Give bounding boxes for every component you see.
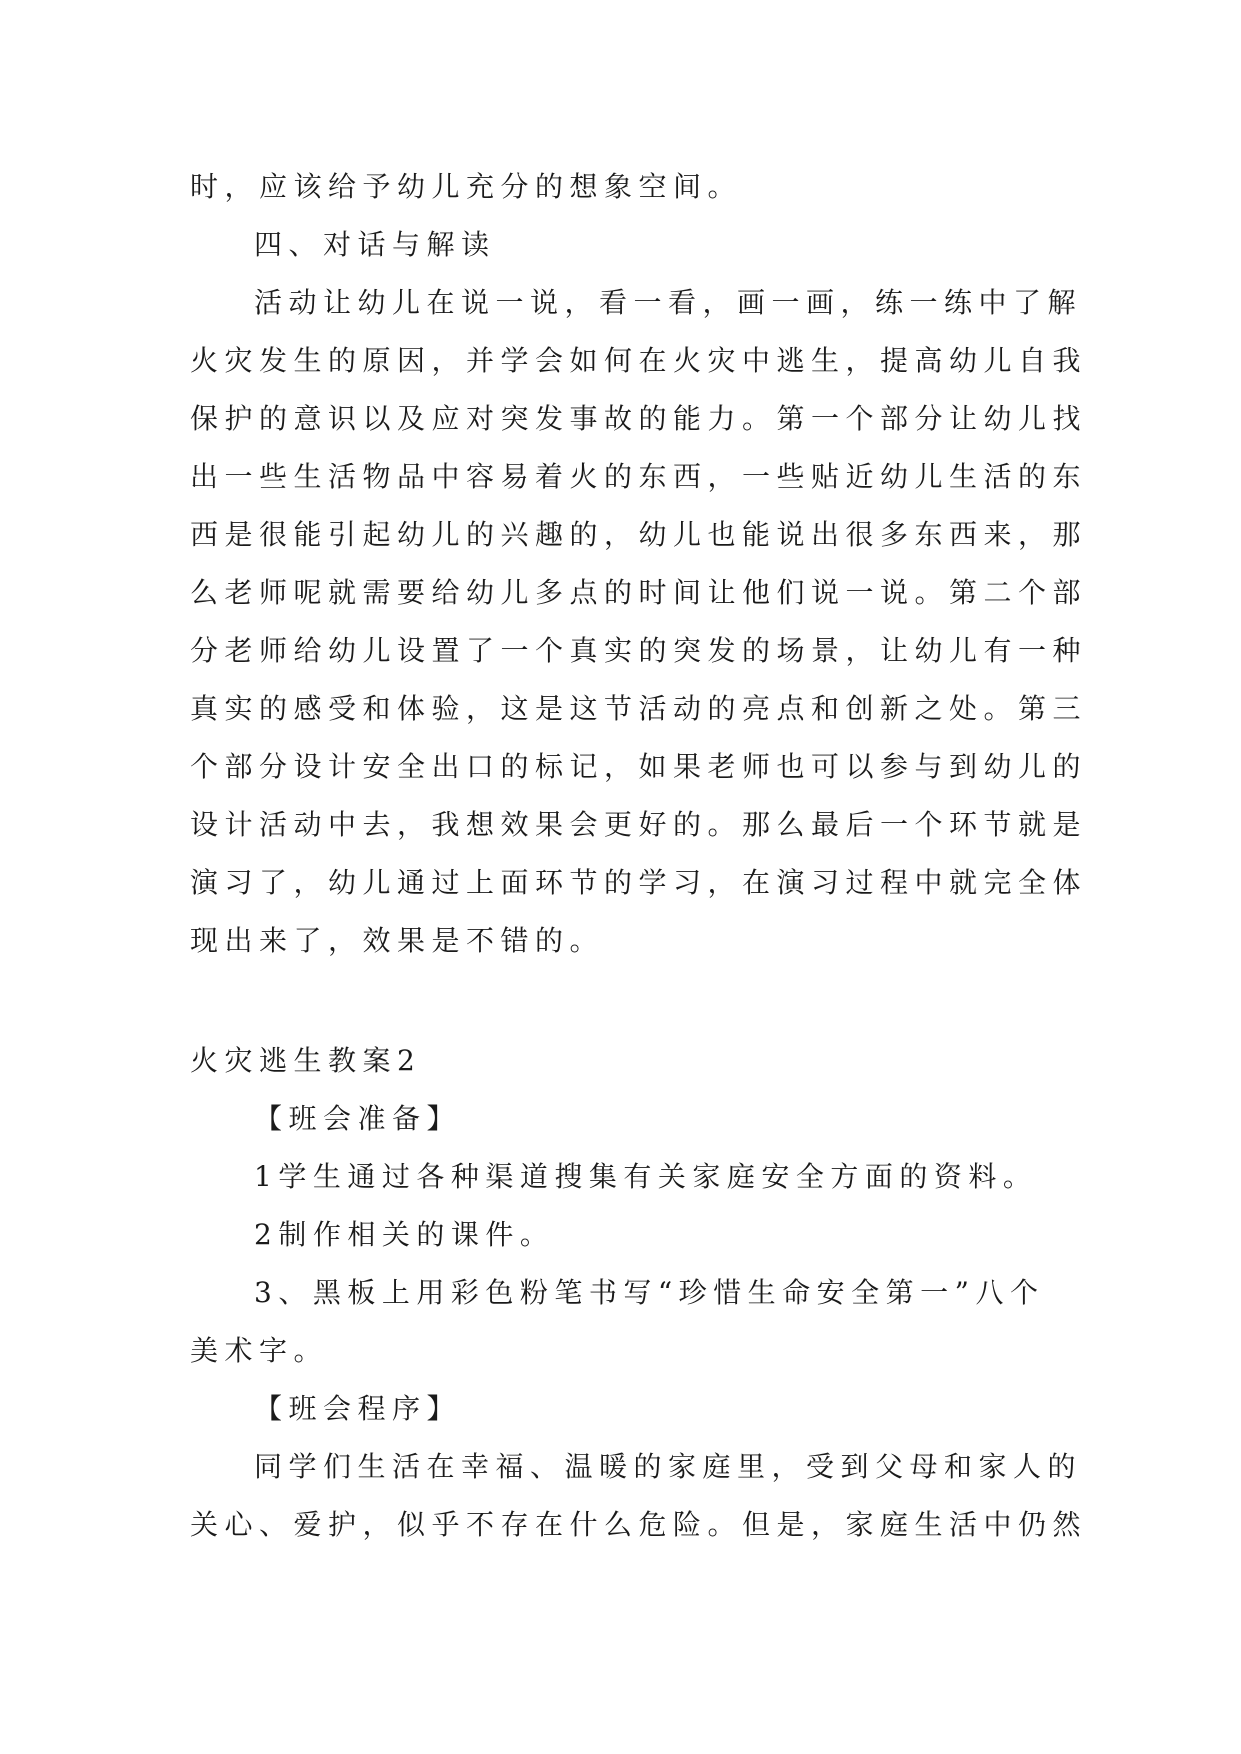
- paragraph-line: 个部分设计安全出口的标记，如果老师也可以参与到幼儿的: [190, 750, 1088, 783]
- list-item: 1学生通过各种渠道搜集有关家庭安全方面的资料。: [254, 1160, 1038, 1193]
- section-heading: 【班会程序】: [254, 1392, 462, 1425]
- paragraph-line: 演习了，幼儿通过上面环节的学习，在演习过程中就完全体: [190, 866, 1088, 899]
- paragraph-line: 同学们生活在幸福、温暖的家庭里，受到父母和家人的: [254, 1450, 1083, 1483]
- section-heading: 【班会准备】: [254, 1102, 462, 1135]
- section-1-text: [190, 158, 1088, 970]
- list-item: 3、黑板上用彩色粉笔书写“珍惜生命安全第一”八个: [254, 1276, 1045, 1309]
- paragraph-line: 火灾发生的原因，并学会如何在火灾中逃生，提高幼儿自我: [190, 344, 1088, 377]
- paragraph-line: 真实的感受和体验，这是这节活动的亮点和创新之处。第三: [190, 692, 1088, 725]
- paragraph-line: 现出来了，效果是不错的。: [190, 924, 605, 957]
- paragraph-line: 设计活动中去，我想效果会更好的。那么最后一个环节就是: [190, 808, 1088, 841]
- document-title: 火灾逃生教案2: [190, 1044, 422, 1077]
- paragraph-line: 活动让幼儿在说一说，看一看，画一画，练一练中了解: [254, 286, 1083, 319]
- paragraph-line: 关心、爱护，似乎不存在什么危险。但是，家庭生活中仍然: [190, 1508, 1088, 1541]
- section-heading: 四、对话与解读: [254, 228, 496, 261]
- paragraph-line: 出一些生活物品中容易着火的东西，一些贴近幼儿生活的东: [190, 460, 1088, 493]
- paragraph-line: 美术字。: [190, 1334, 329, 1367]
- list-item: 2制作相关的课件。: [254, 1218, 555, 1251]
- section-2-text: [190, 1032, 1088, 1554]
- paragraph-line: 时，应该给予幼儿充分的想象空间。: [190, 170, 743, 203]
- paragraph-line: 保护的意识以及应对突发事故的能力。第一个部分让幼儿找: [190, 402, 1088, 435]
- paragraph-line: 西是很能引起幼儿的兴趣的，幼儿也能说出很多东西来，那: [190, 518, 1088, 551]
- paragraph-line: 分老师给幼儿设置了一个真实的突发的场景，让幼儿有一种: [190, 634, 1088, 667]
- paragraph-line: 么老师呢就需要给幼儿多点的时间让他们说一说。第二个部: [190, 576, 1088, 609]
